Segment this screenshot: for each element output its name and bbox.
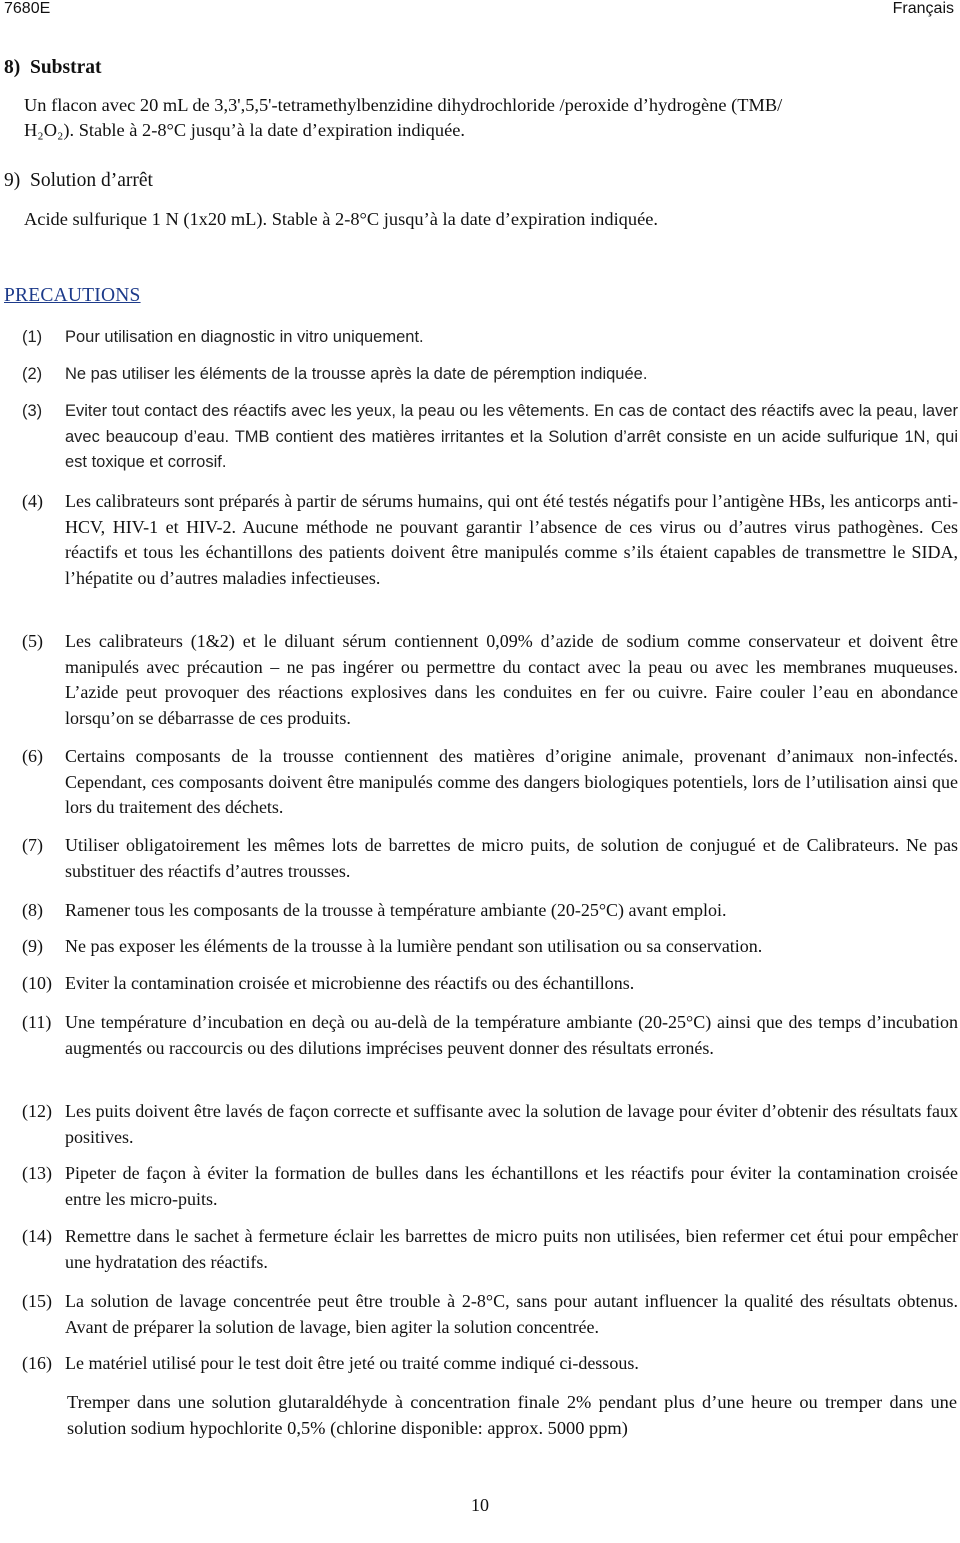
item-number: (7) [22,835,43,855]
item-number: (9) [22,936,43,956]
section-9-title: 9) Solution d’arrêt [4,170,153,191]
item-number: (10) [22,973,52,993]
precaution-item [22,833,958,884]
section-8-title: 8) Substrat [4,57,102,78]
item-text: Remettre dans le sachet à fermeture éclair les barrettes de micro puits non utilisées, bien refermer cet étui pour empêcher une hydratation des réactifs. [65,1226,958,1272]
item-text: Utiliser obligatoirement les mêmes lots de barrettes de micro puits, de solution de conjugué et de Calibrateurs. Ne pas substituer des réactifs d’autres trousses. [65,835,958,881]
item-number: (12) [22,1101,52,1121]
item-text: Eviter tout contact des réactifs avec les yeux, la peau ou les vêtements. En cas de contact des réactifs avec la peau, laver avec beaucoup d’eau. TMB contient des matières irritantes et la Solution d’arrêt consiste en un acide sulfurique 1N, qui est toxique et corrosif. [65,402,958,472]
item-number: (11) [22,1012,52,1032]
precaution-item [22,629,958,731]
item-text: Les puits doivent être lavés de façon correcte et suffisante avec la solution de lavage pour éviter d’obtenir des résultats faux positives. [65,1101,958,1147]
precaution-item [22,1224,958,1275]
item-number: (13) [22,1163,52,1183]
item-text: Pipeter de façon à éviter la formation de bulles dans les échantillons et les réactifs pour éviter la contamination croisée entre les micro-puits. [65,1163,958,1209]
item-number: (5) [22,631,43,651]
item-text: Ne pas utiliser les éléments de la trousse après la date de péremption indiquée. [65,365,648,383]
item-number: (3) [22,402,43,420]
section-8-line-1: Un flacon avec 20 mL de 3,3',5,5'-tetramethylbenzidine dihydrochloride /peroxide d’hydrogène (TMB/ [24,95,783,115]
precaution-item [22,1161,958,1212]
precaution-item [22,362,958,388]
section-9-line-1: Acide sulfurique 1 N (1x20 mL). Stable à 2-8°C jusqu’à la date d’expiration indiquée. [24,209,659,229]
item-text: Les calibrateurs sont préparés à partir de sérums humains, qui ont été testés négatifs pour l’antigène HBs, les anticorps anti-HCV, HIV-1 et HIV-2. Aucune méthode ne pouvant garantir l’absence de ces virus ou d’autres virus pathogènes. Ces réactifs et tous les échantillons des patients doivent être manipulés comme s’ils étaient capables de transmettre le SIDA, l’hépatite ou d’autres maladies infectieuses. [65,491,958,588]
item-text: Certains composants de la trousse contiennent des matières d’origine animale, provenant d’animaux non-infectés. Cependant, ces composants doivent être manipulés comme des dangers biologiques potentiels, lors de l’utilisation ainsi que lors du traitement des déchets. [65,746,958,818]
precaution-item [22,1010,958,1061]
precautions-title: PRECAUTIONS [4,285,141,306]
item-text: Les calibrateurs (1&2) et le diluant sérum contiennent 0,09% d’azide de sodium comme conservateur et doivent être manipulés avec précaution – ne pas ingérer ou permettre du contact avec la peau ou avec les membranes muqueuses. L’azide peut provoquer des réactions explosives dans les conduites en fer ou cuivre. Faire couler l’eau en abondance lorsqu’on se débarrasse de ces produits. [65,631,958,728]
item-text: Une température d’incubation en deçà ou au-delà de la température ambiante (20-25°C) ainsi que des temps d’incubation augmentés ou raccourcis ou des dilutions imprécises peuvent donner des résultats erronés. [65,1012,958,1058]
item-number: (4) [22,491,43,511]
precaution-item [22,489,958,591]
header-doc-code: 7680E [4,0,51,17]
item-number: (15) [22,1291,52,1311]
item-text: Ne pas exposer les éléments de la trousse à la lumière pendant son utilisation ou sa conservation. [65,936,763,956]
disposal-instructions: Tremper dans une solution glutaraldéhyde à concentration finale 2% pendant plus d’une heure ou tremper dans une solution sodium hypochlorite 0,5% (chlorine disponible: approx. 5000 ppm) [67,1392,957,1438]
item-number: (16) [22,1353,52,1373]
item-number: (14) [22,1226,52,1246]
item-text: Pour utilisation en diagnostic in vitro uniquement. [65,328,424,346]
item-text: Eviter la contamination croisée et microbienne des réactifs ou des échantillons. [65,973,635,993]
page-number: 10 [471,1495,489,1515]
precaution-item [22,399,958,476]
section-8-line-2: H₂O₂). Stable à 2-8°C jusqu’à la date d’expiration indiquée. [24,120,465,140]
precaution-item [22,325,958,351]
precaution-item [22,1289,958,1340]
precaution-item [22,1351,958,1377]
item-text: Ramener tous les composants de la trousse à température ambiante (20-25°C) avant emploi. [65,900,727,920]
precaution-item [22,1099,958,1150]
precaution-item [22,971,958,997]
item-number: (6) [22,746,43,766]
precaution-item [22,934,958,960]
item-text: Le matériel utilisé pour le test doit être jeté ou traité comme indiqué ci-dessous. [65,1353,639,1373]
item-number: (1) [22,328,43,346]
item-text: La solution de lavage concentrée peut être trouble à 2-8°C, sans pour autant influencer la qualité des résultats obtenus. Avant de préparer la solution de lavage, bien agiter la solution concentrée. [65,1291,958,1337]
precaution-item [22,898,958,924]
precaution-item [22,744,958,821]
item-number: (2) [22,365,43,383]
header-language: Français [892,0,954,17]
item-number: (8) [22,900,43,920]
